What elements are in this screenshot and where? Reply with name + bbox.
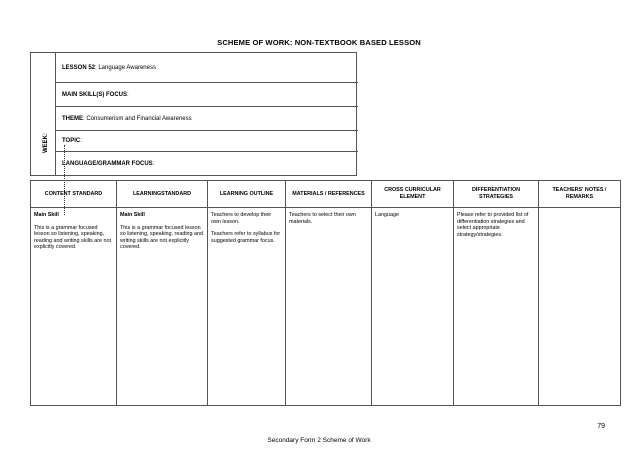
materials-cell <box>286 208 372 406</box>
learning-outline-para1: Teachers to develop their own lesson. <box>211 212 272 225</box>
document-title: SCHEME OF WORK: NON-TEXTBOOK BASED LESSON <box>217 38 421 47</box>
content-standard-cell <box>31 208 117 406</box>
content-standard-text: This is a grammar focused lesson so listening, speaking, reading and writing skills are not explicitly covered. <box>34 224 112 251</box>
learning-outline-cell <box>208 208 286 406</box>
col-teachers-notes: TEACHERS' NOTES / REMARKS <box>539 181 621 208</box>
main-skill-row <box>56 83 358 107</box>
week-label: WEEK: <box>43 133 49 153</box>
lesson-header-box <box>30 52 357 176</box>
grammar-focus-row <box>56 152 358 175</box>
col-learning-standard: LEARNINGSTANDARD <box>117 181 208 208</box>
differentiation-cell <box>454 208 539 406</box>
main-skill-label: MAIN SKILL(S) FOCUS <box>62 91 127 98</box>
col-cross-curricular: CROSS CURRICULAR ELEMENT <box>372 181 454 208</box>
content-standard-title: Main Skill <box>34 212 59 218</box>
teachers-notes-cell <box>539 208 621 406</box>
col-learning-outline: LEARNING OUTLINE <box>208 181 286 208</box>
grammar-focus-value: : <box>152 160 155 167</box>
learning-standard-cell <box>117 208 208 406</box>
topic-row <box>56 131 358 152</box>
learning-standard-title: Main Skill <box>120 212 145 218</box>
main-skill-value: : <box>127 91 129 98</box>
grammar-focus-label: LANGUAGE/GRAMMAR FOCUS <box>62 160 153 167</box>
page-footer: Secondary Form 2 Scheme of Work <box>267 437 371 444</box>
lesson-value: : Language Awareness <box>95 64 156 71</box>
page-number: 79 <box>597 423 605 430</box>
learning-standard-text: This is a grammar focused lesson so listening, speaking, reading and writing skills are not explicitly covered. <box>120 224 204 251</box>
lesson-label: LESSON 52 <box>62 64 96 71</box>
lesson-row <box>56 53 358 83</box>
scheme-table <box>30 180 621 406</box>
cross-curricular-text: Language <box>375 212 399 218</box>
col-differentiation: DIFFERENTIATION STRATEGIES <box>454 181 539 208</box>
week-column <box>31 53 56 175</box>
table-header-row <box>31 181 621 208</box>
cross-curricular-cell <box>372 208 454 406</box>
materials-text: Teachers to select their own materials. <box>289 212 356 225</box>
topic-value: : <box>80 138 82 144</box>
col-materials: MATERIALS / REFERENCES <box>286 181 372 208</box>
col-content-standard: CONTENT STANDARD <box>31 181 117 208</box>
learning-outline-para2: Teachers refer to syllabus for suggested grammar focus. <box>211 231 281 244</box>
differentiation-text: Please refer to provided list of differentiation strategies and select appropriate strategy/strategies. <box>457 212 529 238</box>
theme-label: THEME <box>62 115 83 122</box>
table-row <box>31 208 621 406</box>
theme-value: : Consumerism and Financial Awareness <box>83 115 192 122</box>
theme-row <box>56 107 358 131</box>
topic-label: TOPIC <box>62 138 81 144</box>
